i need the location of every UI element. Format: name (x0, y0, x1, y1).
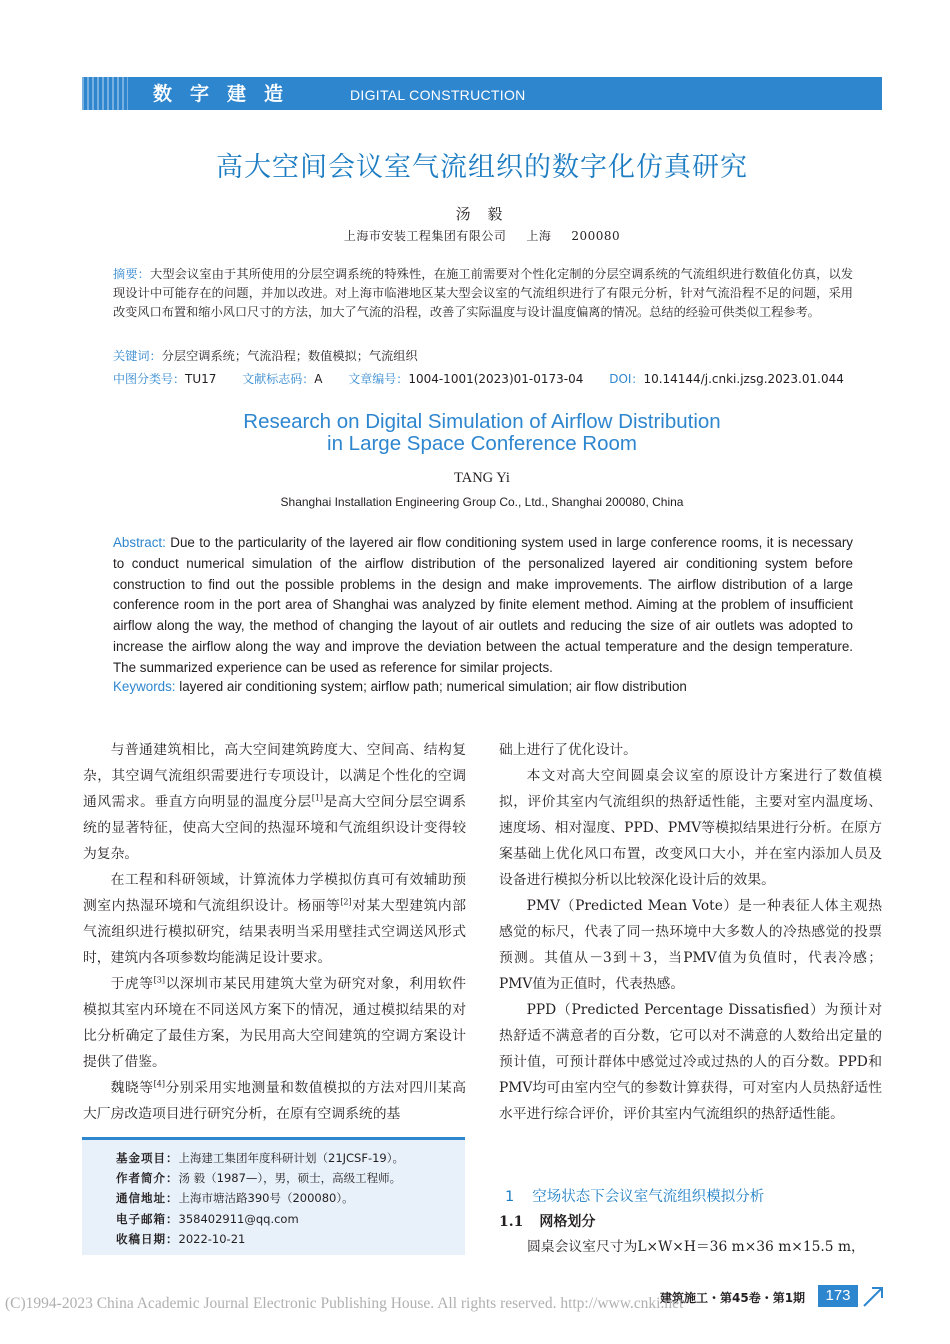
keywords-en-text: layered air conditioning system; airflow path; numerical simulation; air flow distribution (179, 679, 687, 694)
classification-item: 文章编号：1004-1001(2023)01-0173-04 (348, 372, 584, 386)
classification-item: 中图分类号：TU17 (113, 372, 217, 386)
mailing-address: 通信地址：上海市塘沽路390号（200080）。 (116, 1191, 354, 1206)
journal-info: 建筑施工・第45卷・第1期 (660, 1291, 806, 1305)
author-cn: 汤 毅 (455, 205, 509, 223)
subsection-heading: 1.1 网格划分 (499, 1214, 596, 1230)
paragraph: 本文对高大空间圆桌会议室的原设计方案进行了数值模拟，评价其室内气流组织的热舒适性能，主要对室内温度场、速度场、相对湿度、PPD、PMV等模拟结果进行分析。在原方案基础上优化风口布置，改变风口大小，并在室内添加人员及设备进行模拟分析以比较深化设计后的效果。 (499, 768, 882, 888)
citation-ref[interactable]: [1] (311, 793, 324, 803)
section-heading: 1 空场状态下会议室气流组织模拟分析 (505, 1189, 765, 1205)
abstract-en-label: Abstract: (113, 535, 166, 550)
abstract-cn (113, 265, 853, 323)
citation-ref[interactable]: [3] (153, 975, 165, 985)
keywords-en (113, 679, 687, 694)
footnote-info (116, 1148, 466, 1249)
paragraph: PMV（Predicted Mean Vote）是一种表征人体主观热感觉的标尺，代表了同一热环境中大多数人的冷热感觉的投票预测。其值从－3到＋3，当PMV值为负值时，代表冷感；PMV值为正值时，代表热感。 (499, 898, 882, 992)
affiliation-cn (0, 227, 950, 244)
affiliation-zip: 200080 (571, 229, 621, 243)
author-en: TANG Yi (454, 470, 510, 486)
paper-title-en-line1: Research on Digital Simulation of Airflow Distribution (243, 410, 721, 433)
copyright-watermark: (C)1994-2023 China Academic Journal Electronic Publishing House. All rights reserved. http://www.cnki.net (5, 1295, 684, 1312)
affiliation-org: 上海市安装工程集团有限公司 (343, 229, 507, 243)
paragraph: 与普通建筑相比，高大空间建筑跨度大、空间高、结构复杂，其空调气流组织需要进行专项设计，以满足个性化的空调通风需求。垂直方向明显的温度分层[1]是高大空间分层空调系统的显著特征，使高大空间的热湿环境和气流组织设计变得较为复杂。 (83, 742, 467, 862)
keywords-cn-text: 分层空调系统；气流沿程；数值模拟；气流组织 (161, 349, 418, 363)
abstract-cn-label: 摘要： (113, 267, 151, 281)
doi[interactable]: DOI：10.14144/j.cnki.jzsg.2023.01.044 (609, 372, 844, 386)
abstract-cn-text: 大型会议室由于其所使用的分层空调系统的特殊性，在施工前需要对个性化定制的分层空调系统的气流组织进行数值化仿真，以发现设计中可能存在的问题，并加以改进。对上海市临港地区某大型会议室的气流组织进行了有限元分析，针对气流沿程不足的问题，采用改变风口布置和缩小风口尺寸的方法，加大了气流的沿程，改善了实际温度与设计温度偏离的情况。总结的经验可供类似工程参考。 (113, 267, 854, 320)
fund-project: 基金项目：上海建工集团年度科研计划（21JCSF-19）。 (116, 1151, 405, 1165)
citation-ref[interactable]: [4] (153, 1079, 165, 1089)
affiliation-city: 上海 (526, 229, 552, 243)
body-column-left (83, 737, 466, 1127)
paper-title-en (0, 411, 950, 455)
paragraph: 础上进行了优化设计。 (499, 742, 637, 758)
paragraph: 于虎等[3]以深圳市某民用建筑大堂为研究对象，利用软件模拟其室内环境在不同送风方案下的情况，通过模拟结果的对比分析确定了最佳方案，为民用高大空间建筑的空调方案设计提供了借鉴。 (83, 975, 467, 1070)
body-column-right (499, 737, 882, 1127)
keywords-cn (113, 347, 418, 364)
paragraph: PPD（Predicted Percentage Dissatisfied）为预计对热舒适不满意者的百分数，它可以对不满意的人数给出定量的预计值，可预计群体中感觉过冷或过热的人的百分数。PPD和PMV均可由室内空气的参数计算获得，可对室内人员热舒适性水平进行综合评价，评价其室内气流组织的热舒适性能。 (499, 1002, 882, 1122)
classification-line (113, 370, 858, 387)
abstract-en-text: Due to the particularity of the layered air flow conditioning system used in large conference rooms, it is necessary to conduct numerical simulation of the airflow distribution of the personalized layered air conditioning system before construction to find out the possible problems in the design and make improvements. The airflow distribution of a large conference room in the port area of Shanghai was analyzed by finite element method. Aiming at the problem of insufficient airflow along the way, the method of changing the layout of air outlets and reducing the size of air outlets was adopted to increase the airflow along the way and improve the deviation between the actual temperature and the design temperature. The summarized experience can be used as reference for similar projects. (113, 535, 853, 675)
abstract-en (113, 533, 853, 679)
paragraph-start: 圆桌会议室尺寸为L×W×H＝36 m×36 m×15.5 m， (527, 1239, 865, 1255)
paragraph: 在工程和科研领域，计算流体力学模拟仿真可有效辅助预测室内热湿环境和气流组织设计。杨丽等[2]对某大型建筑内部气流组织进行模拟研究，结果表明当采用壁挂式空调送风形式时，建筑内各项参数均能满足设计要求。 (83, 872, 467, 966)
affiliation-en: Shanghai Installation Engineering Group Co., Ltd., Shanghai 200080, China (280, 495, 684, 509)
page-number: 173 (818, 1285, 858, 1307)
citation-ref[interactable]: [2] (340, 897, 352, 907)
paper-title-en-line2: in Large Space Conference Room (327, 432, 637, 455)
header-stripe-decoration (82, 77, 128, 110)
paragraph: 魏晓等[4]分别采用实地测量和数值模拟的方法对四川某高大厂房改造项目进行研究分析，在原有空调系统的基 (83, 1079, 467, 1122)
keywords-en-label: Keywords: (113, 679, 176, 694)
keywords-cn-label: 关键词： (113, 349, 162, 363)
author-bio: 作者简介：汤 毅（1987—），男，硕士，高级工程师。 (116, 1171, 402, 1186)
classification-item: 文献标志码：A (242, 372, 323, 386)
section-title-en: DIGITAL CONSTRUCTION (350, 87, 526, 103)
received-date: 收稿日期：2022-10-21 (116, 1231, 246, 1246)
section-title-cn: 数字建造 (153, 83, 302, 105)
paper-title-cn: 高大空间会议室气流组织的数字化仿真研究 (216, 152, 748, 183)
email[interactable]: 电子邮箱：358402911@qq.com (116, 1211, 299, 1226)
